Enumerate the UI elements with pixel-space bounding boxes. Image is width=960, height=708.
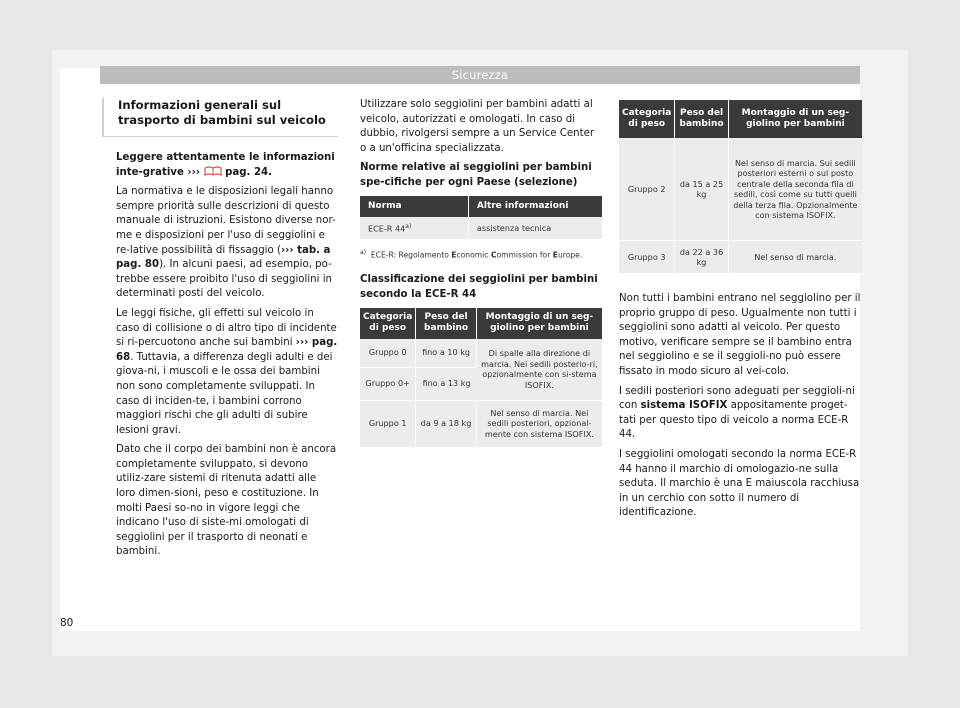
cell-category: Gruppo 1 <box>360 401 416 448</box>
lead-link[interactable]: pag. 24 <box>225 166 269 178</box>
class-header-category: Categoria di peso <box>360 308 416 339</box>
paragraph-1-text-b: ). In alcuni paesi, ad esempio, po-trebbe essere proibito l'uso di seggiolini in determinati posti del veicolo. <box>116 259 332 300</box>
cell-weight: da 22 a 36 kg <box>675 241 728 274</box>
paragraph-fit: Non tutti i bambini entrano nel seggiolino per il proprio gruppo di peso. Ugualmente non tutti i seggiolini sono adatti al veicolo. Per questo motivo, verificare sempre se il bambino entra nel seggiolino e se il seggioli-no può essere fissato in modo sicuro al vei-colo. <box>619 293 861 377</box>
cell-weight: fino a 10 kg <box>416 339 477 368</box>
classification-title: Classificazione dei seggiolini per bambini secondo la ECE-R 44 <box>360 274 598 300</box>
paragraph-2-text-b: . Tuttavia, a differenza degli adulti e dei giova-ni, i muscoli e le ossa dei bambini non sono completamente sviluppati. In caso di inciden-te, i bambini corrono maggiori rischi che gli adulti di subire lesioni gravi. <box>116 351 333 436</box>
paragraph-2-text-a: Le leggi fisiche, gli effetti sul veicolo in caso di collisione o di altro tipo di incidente si ri-percuotono anche sui bambini <box>116 307 337 349</box>
cell-category: Gruppo 0 <box>360 339 416 368</box>
isofix-text-a: I sedili posteriori sono adeguati per seggioli-ni con <box>619 385 855 412</box>
cell-mounting: Nel senso di marcia. Sui sedili posteriori esterni o sul posto centrale della seconda fila di sedili, così come su tutti quelli della terza fila. Opzionalmente con sistema ISOFIX. <box>729 138 862 241</box>
paragraph-3: Dato che il corpo dei bambini non è ancora completamente sviluppato, si devono utiliz-zare sistemi di ritenuta adatti alle loro dimen-sioni, peso e costituzione. In molti Paesi so-no in vigore leggi che indicano l'uso di siste-mi omologati di seggiolini per il trasporto di neonati e bambini. <box>116 444 337 558</box>
page-number: 80 <box>60 617 74 629</box>
table-row <box>360 339 602 368</box>
cell-category: Gruppo 2 <box>619 138 675 241</box>
cell-mounting: Di spalle alla direzione di marcia. Nei sedili posterio-ri, opzionalmente con si-stema ISOFIX. <box>477 339 602 401</box>
table-row <box>360 401 602 448</box>
class-header-mounting: Montaggio di un seg-giolino per bambini <box>477 308 602 339</box>
section-title: Informazioni generali sul trasporto di bambini sul veicolo <box>102 98 338 137</box>
table-row <box>619 138 862 241</box>
class-header-weight: Peso del bambino <box>675 100 728 138</box>
norms-cell-norma: ECE-R 44$^{a)}$ <box>360 217 469 240</box>
norms-header-info: Altre informazioni <box>469 196 602 218</box>
column-1 <box>116 98 338 565</box>
paragraph-2 <box>116 307 338 438</box>
norms-cell-info: assistenza tecnica <box>469 217 602 240</box>
footnote: $^{a)}$ ECE-R: Regolamento Economic Commission for Europe. <box>360 249 583 260</box>
cell-weight: da 9 a 18 kg <box>416 401 477 448</box>
page-reference-link[interactable]: ››› pag. 68 <box>116 337 338 363</box>
classification-table-continued <box>619 100 862 274</box>
class-header-category: Categoria di peso <box>619 100 675 138</box>
paragraph-isofix <box>619 385 862 443</box>
cell-category: Gruppo 0+ <box>360 368 416 401</box>
table-row <box>619 241 862 274</box>
column-3 <box>619 100 862 526</box>
norms-title: Norme relative ai seggiolini per bambini spe-cifiche per ogni Paese (selezione) <box>360 162 592 188</box>
paragraph-1 <box>116 185 338 302</box>
lead-paragraph: Leggere attentamente le informazioni inte-grative ››› pag. 24. <box>116 152 335 178</box>
cell-mounting: Nel senso di marcia. <box>729 241 862 274</box>
isofix-text-b: appositamente proget-tati per questo tipo di veicolo a norma ECE-R 44. <box>619 400 849 441</box>
classification-table <box>360 308 602 448</box>
cell-weight: fino a 13 kg <box>416 368 477 401</box>
cell-mounting: Nel senso di marcia. Nei sedili posteriori, opzional-mente con sistema ISOFIX. <box>477 401 602 448</box>
class-header-mounting: Montaggio di un seg-giolino per bambini <box>729 100 862 138</box>
table-row <box>360 217 602 240</box>
paragraph-approval-mark: I seggiolini omologati secondo la norma ECE-R 44 hanno il marchio di omologazio-ne sulla seduta. Il marchio è una E maiuscola racchiusa in un cerchio con sotto il numero di identificazione. <box>619 448 860 519</box>
class-header-weight: Peso del bambino <box>416 308 477 339</box>
cell-category: Gruppo 3 <box>619 241 675 274</box>
lead-text: Leggere attentamente le informazioni inte-grative ››› <box>116 152 335 178</box>
warning-book-icon <box>204 166 222 176</box>
table-reference-link[interactable]: ››› tab. a pag. 80 <box>116 244 331 271</box>
column-2 <box>360 98 602 448</box>
page-header: Sicurezza <box>100 66 860 84</box>
paragraph-intro: Utilizzare solo seggiolini per bambini adatti al veicolo, autorizzati e omologati. In caso di dubbio, rivolgersi sempre a un Service Center o a un'officina specializzata. <box>360 99 595 154</box>
norms-table <box>360 196 602 241</box>
cell-weight: da 15 a 25 kg <box>675 138 728 241</box>
isofix-term: sistema ISOFIX <box>640 400 728 412</box>
norms-header-norma: Norma <box>360 196 469 218</box>
paragraph-1-text-a: La normativa e le disposizioni legali hanno sempre priorità sulle descrizioni di questo manuale di istruzioni. Esistono diverse nor-me e disposizioni per l'uso di seggiolini e re-lative possibilità di fissaggio ( <box>116 186 336 256</box>
